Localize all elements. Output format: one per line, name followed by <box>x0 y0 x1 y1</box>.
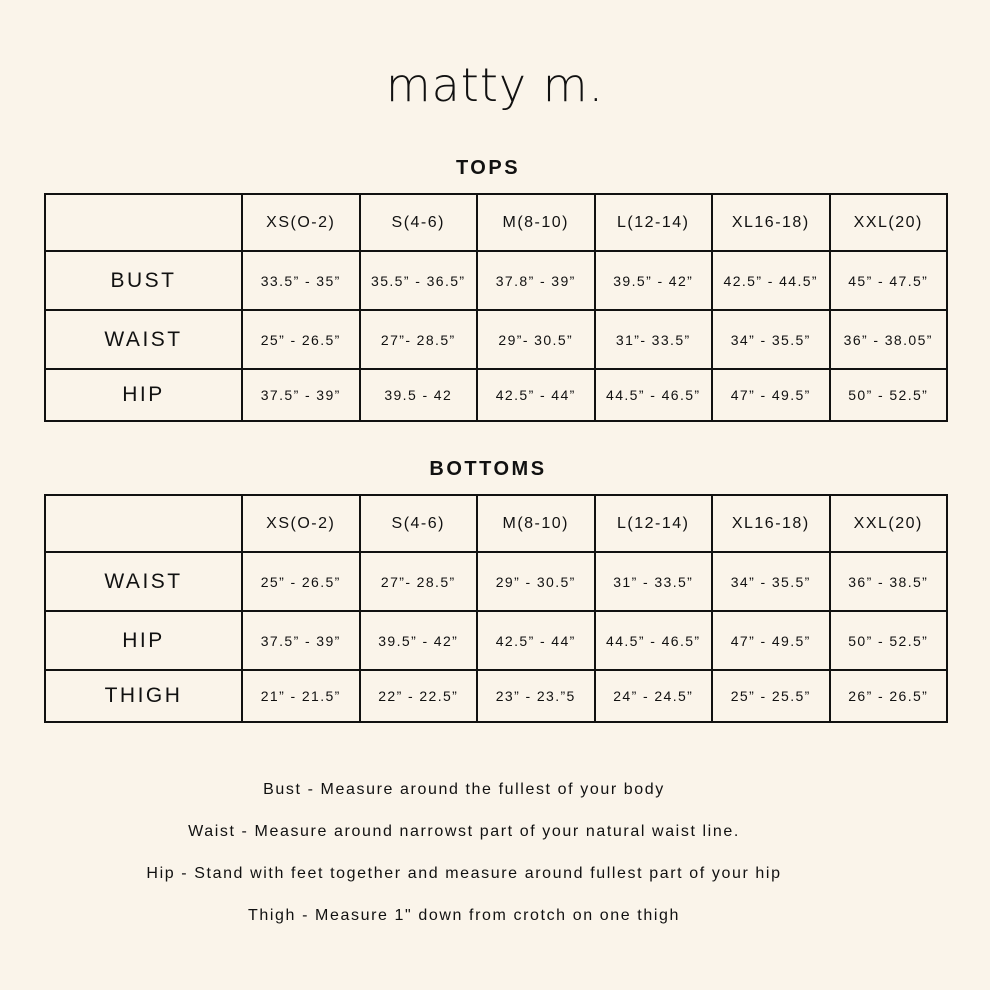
brand-logo: matty m. <box>385 58 605 112</box>
size-header: S(4-6) <box>360 194 478 251</box>
measurement-cell: 22” - 22.5” <box>360 670 478 722</box>
measurement-cell: 44.5” - 46.5” <box>595 611 713 670</box>
measurement-cell: 42.5” - 44” <box>477 369 595 421</box>
measurement-cell: 24” - 24.5” <box>595 670 713 722</box>
measurement-cell: 39.5” - 42” <box>360 611 478 670</box>
measurement-cell: 45” - 47.5” <box>830 251 948 310</box>
row-label: BUST <box>45 251 242 310</box>
measurement-cell: 25” - 26.5” <box>242 552 360 611</box>
measurement-cell: 36” - 38.5” <box>830 552 948 611</box>
measurement-cell: 35.5” - 36.5” <box>360 251 478 310</box>
size-header: M(8-10) <box>477 194 595 251</box>
size-header: XXL(20) <box>830 194 948 251</box>
table-row <box>45 310 947 369</box>
size-header: XL16-18) <box>712 194 830 251</box>
table-row <box>45 251 947 310</box>
measurement-cell: 34” - 35.5” <box>712 552 830 611</box>
measurement-cell: 31”- 33.5” <box>595 310 713 369</box>
measurement-cell: 47” - 49.5” <box>712 611 830 670</box>
measurement-cell: 39.5 - 42 <box>360 369 478 421</box>
measurement-cell: 37.5” - 39” <box>242 611 360 670</box>
measurement-cell: 25” - 26.5” <box>242 310 360 369</box>
measurement-cell: 33.5” - 35” <box>242 251 360 310</box>
measurement-cell: 42.5” - 44” <box>477 611 595 670</box>
measurement-cell: 31” - 33.5” <box>595 552 713 611</box>
thigh-note: Thigh - Measure 1" down from crotch on one thigh <box>248 907 680 924</box>
measurement-cell: 44.5” - 46.5” <box>595 369 713 421</box>
size-header: XS(O-2) <box>242 194 360 251</box>
measurement-cell: 25” - 25.5” <box>712 670 830 722</box>
empty-corner-cell <box>45 495 242 552</box>
measurement-cell: 26” - 26.5” <box>830 670 948 722</box>
bust-note: Bust - Measure around the fullest of your body <box>263 781 665 798</box>
size-header: L(12-14) <box>595 194 713 251</box>
measurement-cell: 21” - 21.5” <box>242 670 360 722</box>
measurement-cell: 29”- 30.5” <box>477 310 595 369</box>
measurement-cell: 29” - 30.5” <box>477 552 595 611</box>
measurement-cell: 27”- 28.5” <box>360 310 478 369</box>
size-header: L(12-14) <box>595 495 713 552</box>
row-label: THIGH <box>45 670 242 722</box>
table-row <box>45 552 947 611</box>
hip-note: Hip - Stand with feet together and measure around fullest part of your hip <box>146 865 782 882</box>
table-header-row <box>45 194 947 251</box>
measurement-guide <box>0 776 928 944</box>
measurement-cell: 37.8” - 39” <box>477 251 595 310</box>
table-row <box>45 670 947 722</box>
tops-size-table <box>44 193 948 422</box>
measurement-cell: 36” - 38.05” <box>830 310 948 369</box>
measurement-cell: 23” - 23.”5 <box>477 670 595 722</box>
row-label: HIP <box>45 611 242 670</box>
measurement-cell: 50” - 52.5” <box>830 369 948 421</box>
empty-corner-cell <box>45 194 242 251</box>
size-header: XS(O-2) <box>242 495 360 552</box>
measurement-cell: 39.5” - 42” <box>595 251 713 310</box>
table-row <box>45 369 947 421</box>
row-label: WAIST <box>45 552 242 611</box>
table-header-row <box>45 495 947 552</box>
measurement-cell: 50” - 52.5” <box>830 611 948 670</box>
row-label: WAIST <box>45 310 242 369</box>
tops-title: TOPS <box>455 157 521 179</box>
measurement-cell: 47” - 49.5” <box>712 369 830 421</box>
size-header: S(4-6) <box>360 495 478 552</box>
size-header: XXL(20) <box>830 495 948 552</box>
table-row <box>45 611 947 670</box>
bottoms-title: BOTTOMS <box>429 458 547 480</box>
measurement-cell: 34” - 35.5” <box>712 310 830 369</box>
measurement-cell: 27”- 28.5” <box>360 552 478 611</box>
bottoms-size-table <box>44 494 948 723</box>
waist-note: Waist - Measure around narrowst part of your natural waist line. <box>188 823 740 840</box>
measurement-cell: 42.5” - 44.5” <box>712 251 830 310</box>
row-label: HIP <box>45 369 242 421</box>
size-header: XL16-18) <box>712 495 830 552</box>
measurement-cell: 37.5” - 39” <box>242 369 360 421</box>
size-header: M(8-10) <box>477 495 595 552</box>
